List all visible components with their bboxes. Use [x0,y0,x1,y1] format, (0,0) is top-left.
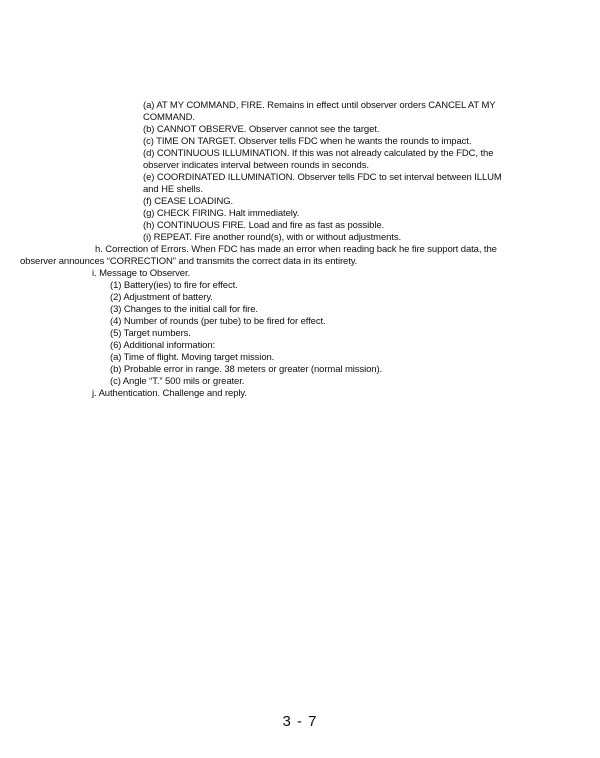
text-line: (c) Angle “T.” 500 mils or greater. [110,376,245,387]
text-line: (a) Time of flight. Moving target mission. [110,352,275,363]
text-line: (h) CONTINUOUS FIRE. Load and fire as fast as possible. [143,220,385,231]
text-line: observer announces “CORRECTION” and transmits the correct data in its entirety. [20,256,358,267]
text-line: (b) Probable error in range. 38 meters or greater (normal mission). [110,364,383,375]
text-line: observer indicates interval between rounds in seconds. [143,160,369,171]
text-line: i. Message to Observer. [92,268,191,279]
text-line: (6) Additional information: [110,340,216,351]
text-line: (b) CANNOT OBSERVE. Observer cannot see the target. [143,124,380,135]
text-line: and HE shells. [143,184,203,195]
text-line: h. Correction of Errors. When FDC has made an error when reading back he fire support data, the [95,244,497,255]
text-line: (d) CONTINUOUS ILLUMINATION. If this was not already calculated by the FDC, the [143,148,494,159]
text-line: (5) Target numbers. [110,328,191,339]
text-line: (2) Adjustment of battery. [110,292,213,303]
text-line: COMMAND. [143,112,195,123]
text-line: (1) Battery(ies) to fire for effect. [110,280,238,291]
body-text [0,100,600,400]
text-line: (a) AT MY COMMAND, FIRE. Remains in effect until observer orders CANCEL AT MY [143,100,496,111]
text-line: (4) Number of rounds (per tube) to be fired for effect. [110,316,326,327]
text-line: (f) CEASE LOADING. [143,196,234,207]
text-line: (3) Changes to the initial call for fire. [110,304,258,315]
text-line: (i) REPEAT. Fire another round(s), with or without adjustments. [143,232,402,243]
page-number: 3 - 7 [282,713,318,730]
text-line: (e) COORDINATED ILLUMINATION. Observer tells FDC to set interval between ILLUM [143,172,502,183]
text-line: j. Authentication. Challenge and reply. [92,388,247,399]
text-line: (g) CHECK FIRING. Halt immediately. [143,208,300,219]
text-line: (c) TIME ON TARGET. Observer tells FDC when he wants the rounds to impact. [143,136,472,147]
